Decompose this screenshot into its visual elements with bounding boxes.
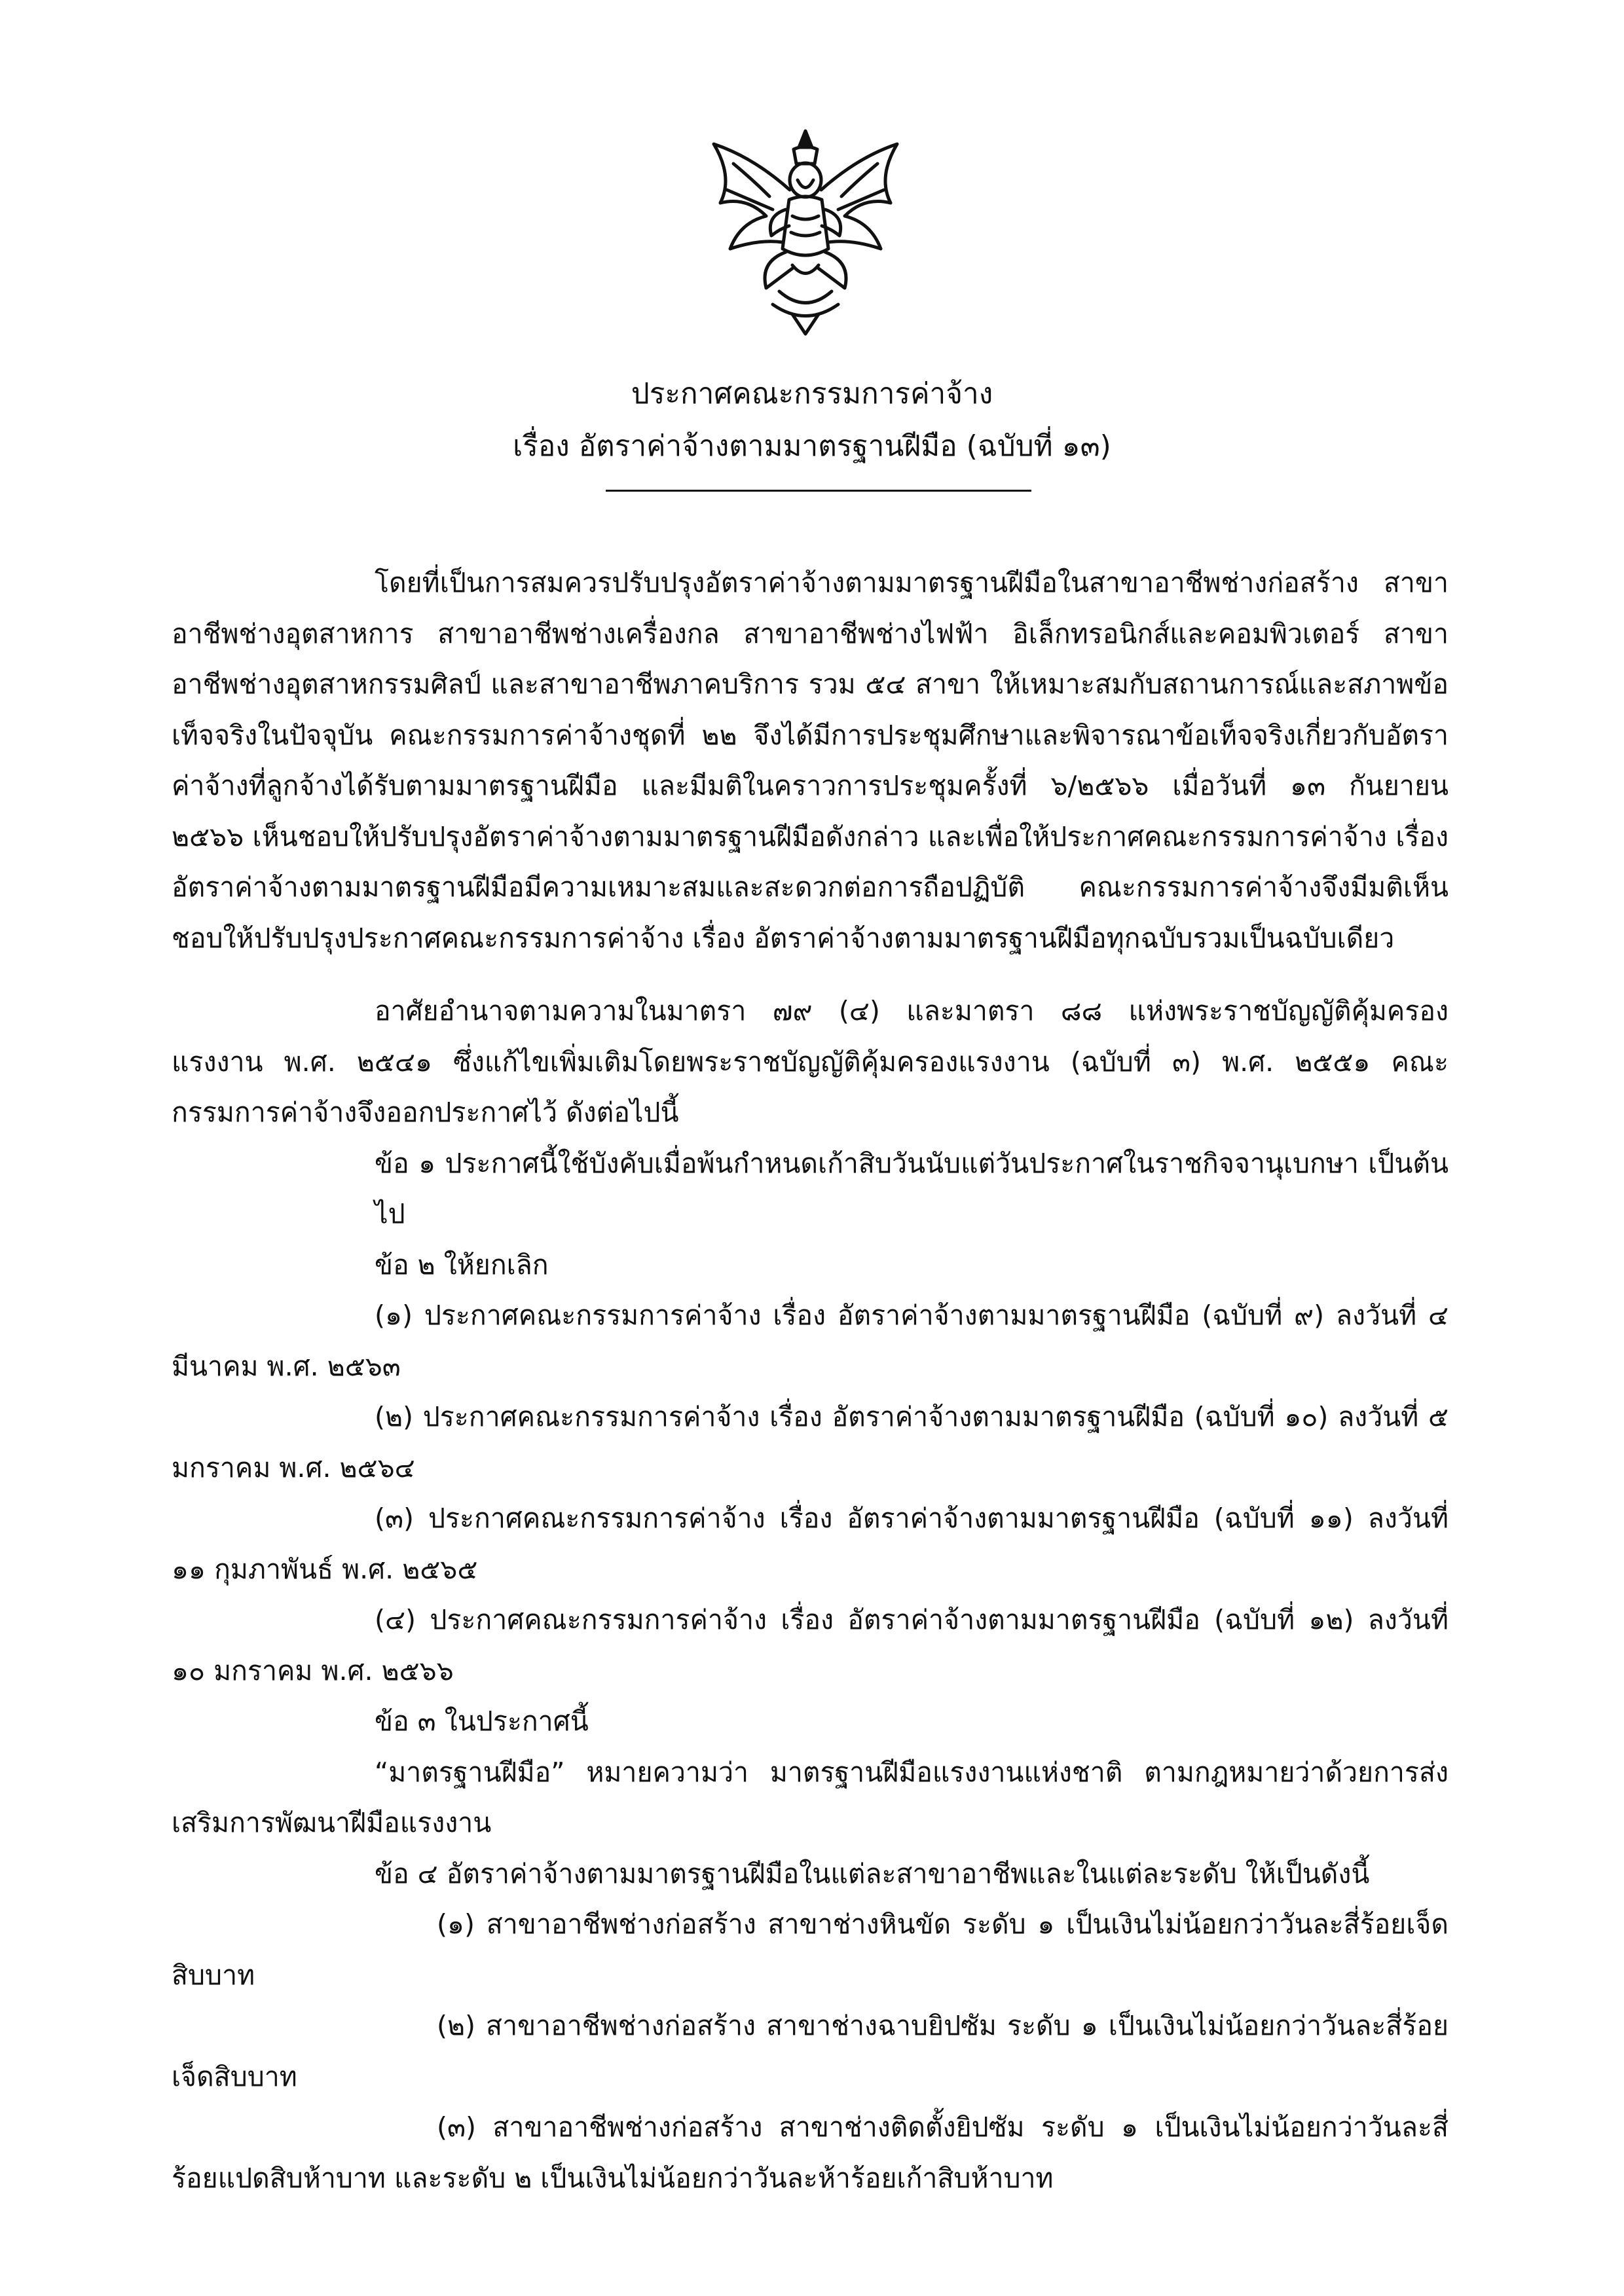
clause-3: ข้อ ๓ ในประกาศนี้: [375, 1705, 589, 1737]
title-divider: [606, 490, 1031, 492]
preamble-paragraph: โดยที่เป็นการสมควรปรับปรุงอัตราค่าจ้างตามมาตรฐานฝีมือในสาขาอาชีพช่างก่อสร้าง สาขาอาชีพช่างอุตสาหการ สาขาอาชีพช่างเครื่องกล สาขาอาชีพช่างไฟฟ้า อิเล็กทรอนิกส์และคอมพิวเตอร์ สาขาอาชีพช่างอุตสาหกรรมศิลป์ และสาขาอาชีพภาคบริการ รวม ๕๔ สาขา ให้เหมาะสมกับสถานการณ์และสภาพข้อเท็จจริงในปัจจุบัน คณะกรรมการค่าจ้างชุดที่ ๒๒ จึงได้มีการประชุมศึกษาและพิจารณาข้อเท็จจริงเกี่ยวกับอัตราค่าจ้างที่ลูกจ้างได้รับตามมาตรฐานฝีมือ และมีมติในคราวการประชุมครั้งที่ ๖/๒๕๖๖ เมื่อวันที่ ๑๓ กันยายน ๒๕๖๖ เห็นชอบให้ปรับปรุงอัตราค่าจ้างตามมาตรฐานฝีมือดังกล่าว และเพื่อให้ประกาศคณะกรรมการค่าจ้าง เรื่อง อัตราค่าจ้างตามมาตรฐานฝีมือมีความเหมาะสมและสะดวกต่อการถือปฏิบัติ คณะกรรมการค่าจ้างจึงมีมติเห็นชอบให้ปรับปรุงประกาศคณะกรรมการค่าจ้าง เรื่อง อัตราค่าจ้างตามมาตรฐานฝีมือทุกฉบับรวมเป็นฉบับเดียว: [172, 567, 1449, 954]
rate-item: (๓) สาขาอาชีพช่างก่อสร้าง สาขาช่างติดตั้งยิปซัม ระดับ ๑ เป็นเงินไม่น้อยกว่าวันละสี่ร้อยแปดสิบห้าบาท และระดับ ๒ เป็นเงินไม่น้อยกว่าวันละห้าร้อยเก้าสิบห้าบาท: [172, 2111, 1449, 2194]
repealed-item: (๑) ประกาศคณะกรรมการค่าจ้าง เรื่อง อัตราค่าจ้างตามมาตรฐานฝีมือ (ฉบับที่ ๙) ลงวันที่ ๔ มีนาคม พ.ศ. ๒๕๖๓: [172, 1300, 1449, 1382]
rate-item: (๒) สาขาอาชีพช่างก่อสร้าง สาขาช่างฉาบยิปซัม ระดับ ๑ เป็นเงินไม่น้อยกว่าวันละสี่ร้อยเจ็ดสิบบาท: [172, 2010, 1449, 2092]
definition-paragraph: “มาตรฐานฝีมือ” หมายความว่า มาตรฐานฝีมือแรงงานแห่งชาติ ตามกฎหมายว่าด้วยการส่งเสริมการพัฒนาฝีมือแรงงาน: [172, 1756, 1449, 1838]
repealed-item: (๒) ประกาศคณะกรรมการค่าจ้าง เรื่อง อัตราค่าจ้างตามมาตรฐานฝีมือ (ฉบับที่ ๑๐) ลงวันที่ ๕ มกราคม พ.ศ. ๒๕๖๔: [172, 1401, 1449, 1484]
clause-2: ข้อ ๒ ให้ยกเลิก: [375, 1248, 549, 1281]
document-title: ประกาศคณะกรรมการค่าจ้าง: [631, 377, 993, 410]
rate-item: (๑) สาขาอาชีพช่างก่อสร้าง สาขาช่างหินขัด ระดับ ๑ เป็นเงินไม่น้อยกว่าวันละสี่ร้อยเจ็ดสิบบาท: [172, 1908, 1449, 1991]
document-body: [172, 558, 1449, 2204]
garuda-emblem-icon: [694, 118, 917, 340]
repealed-item: (๓) ประกาศคณะกรรมการค่าจ้าง เรื่อง อัตราค่าจ้างตามมาตรฐานฝีมือ (ฉบับที่ ๑๑) ลงวันที่ ๑๑ กุมภาพันธ์ พ.ศ. ๒๕๖๕: [172, 1503, 1449, 1585]
document-subject: เรื่อง อัตราค่าจ้างตามมาตรฐานฝีมือ (ฉบับที่ ๑๓): [513, 429, 1111, 463]
repealed-item: (๔) ประกาศคณะกรรมการค่าจ้าง เรื่อง อัตราค่าจ้างตามมาตรฐานฝีมือ (ฉบับที่ ๑๒) ลงวันที่ ๑๐ มกราคม พ.ศ. ๒๕๖๖: [172, 1604, 1449, 1686]
clause-1: ข้อ ๑ ประกาศนี้ใช้บังคับเมื่อพ้นกำหนดเก้าสิบวันนับแต่วันประกาศในราชกิจจานุเบกษา เป็นต้นไป: [375, 1147, 1449, 1230]
authority-paragraph: อาศัยอำนาจตามความในมาตรา ๗๙ (๔) และมาตรา ๘๘ แห่งพระราชบัญญัติคุ้มครองแรงงาน พ.ศ. ๒๕๔๑ ซึ่งแก้ไขเพิ่มเติมโดยพระราชบัญญัติคุ้มครองแรงงาน (ฉบับที่ ๓) พ.ศ. ๒๕๕๑ คณะกรรมการค่าจ้างจึงออกประกาศไว้ ดังต่อไปนี้: [172, 995, 1449, 1128]
clause-4: ข้อ ๔ อัตราค่าจ้างตามมาตรฐานฝีมือในแต่ละสาขาอาชีพและในแต่ละระดับ ให้เป็นดังนี้: [375, 1857, 1370, 1889]
